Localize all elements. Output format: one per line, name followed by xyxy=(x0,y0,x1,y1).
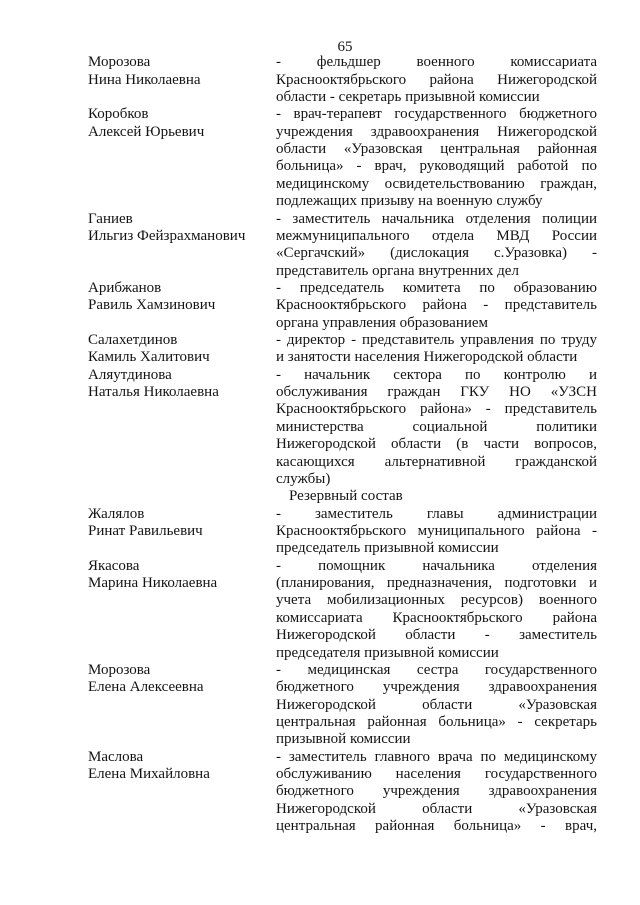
reserve-member-entry xyxy=(88,662,597,749)
member-given-names: Елена Михайловна xyxy=(88,766,210,783)
member-role-line: Краснооктябрьского муниципального района - xyxy=(276,523,597,539)
member-given-names: Нина Николаевна xyxy=(88,71,201,88)
member-role-line: учреждения здравоохранения Нижегородской xyxy=(276,123,597,140)
member-surname: Морозова xyxy=(88,54,151,71)
member-role xyxy=(276,506,597,558)
member-role-line: - помощник начальника отделения xyxy=(276,557,597,574)
member-name xyxy=(88,211,276,280)
member-surname: Жалялов xyxy=(88,505,145,522)
member-role-line: «Сергачский» (дислокация с.Уразовка) - xyxy=(276,245,597,262)
member-role-line: Нижегородской области «Уразовская xyxy=(276,696,597,713)
member-role-line: Краснооктябрьского района Нижегородской xyxy=(276,71,597,88)
member-role-line: органа управления образованием xyxy=(276,314,489,331)
member-surname: Салахетдинов xyxy=(88,332,178,349)
member-given-names: Алексей Юрьевич xyxy=(88,123,205,140)
reserve-heading: Резервный состав xyxy=(289,488,403,505)
page-number: 65 xyxy=(337,39,353,55)
member-role-line: Нижегородской области «Уразовская xyxy=(276,800,597,817)
member-role-line: касающихся альтернативной гражданской xyxy=(276,453,597,470)
member-name xyxy=(88,332,276,367)
member-role-line: межмуниципального отдела МВД России xyxy=(276,227,597,244)
member-surname: Якасова xyxy=(88,557,140,574)
member-given-names: Ринат Равильевич xyxy=(88,523,203,539)
member-given-names: Ильгиз Фейзрахманович xyxy=(88,227,246,244)
member-role-line: - директор - представитель управления по труду xyxy=(276,332,597,349)
member-given-names: Марина Николаевна xyxy=(88,575,218,592)
member-role-line: учета мобилизационных ресурсов) военного xyxy=(276,592,597,609)
member-role-line: Нижегородской области - заместитель xyxy=(276,627,597,644)
member-role-line: председатель призывной комиссии xyxy=(276,540,499,557)
member-role xyxy=(276,662,597,749)
commission-list xyxy=(88,54,597,835)
member-given-names: Камиль Халитович xyxy=(88,349,210,366)
member-role-line: центральная районная больница» - врач, xyxy=(276,818,597,835)
member-entry xyxy=(88,367,597,489)
member-given-names: Наталья Николаевна xyxy=(88,384,219,401)
member-surname: Коробков xyxy=(88,106,149,123)
member-role xyxy=(276,106,597,210)
member-role-line: центральная районная больница» - секретарь xyxy=(276,713,597,730)
member-name xyxy=(88,506,276,558)
reserve-heading-cell xyxy=(276,488,597,505)
member-name xyxy=(88,54,276,106)
member-surname: Морозова xyxy=(88,661,151,678)
member-role-line: - заместитель начальника отделения полиции xyxy=(276,210,597,227)
member-role-line: и занятости населения Нижегородской области xyxy=(276,349,578,366)
reserve-heading-row xyxy=(88,488,597,505)
member-role xyxy=(276,749,597,836)
member-name xyxy=(88,749,276,836)
member-entry xyxy=(88,280,597,332)
member-surname: Ганиев xyxy=(88,210,133,227)
member-role-line: области - секретарь призывной комиссии xyxy=(276,89,540,106)
member-role xyxy=(276,54,597,106)
member-surname: Аляутдинова xyxy=(88,366,172,383)
member-role-line: службы) xyxy=(276,470,331,487)
member-role-line: Нижегородской области (в части вопросов, xyxy=(276,436,597,453)
member-role-line: Краснооктябрьского района - представитель xyxy=(276,297,597,314)
reserve-member-entry xyxy=(88,506,597,558)
member-role-line: - заместитель главного врача по медицинскому xyxy=(276,748,597,765)
member-role-line: председателя призывной комиссии xyxy=(276,644,499,661)
reserve-member-entry xyxy=(88,749,597,836)
member-role-line: - врач-терапевт государственного бюджетного xyxy=(276,106,597,123)
member-role xyxy=(276,211,597,280)
member-role xyxy=(276,332,597,367)
member-role-line: комиссариата Краснооктябрьского района xyxy=(276,609,597,626)
member-role-line: - заместитель главы администрации xyxy=(276,505,597,522)
member-role-line: бюджетного учреждения здравоохранения xyxy=(276,679,597,696)
member-role-line: - фельдшер военного комиссариата xyxy=(276,54,597,71)
member-entry xyxy=(88,332,597,367)
member-name xyxy=(88,280,276,332)
member-name xyxy=(88,106,276,210)
member-role-line: - начальник сектора по контролю и xyxy=(276,366,597,383)
member-surname: Маслова xyxy=(88,748,144,765)
member-entry xyxy=(88,54,597,106)
member-name xyxy=(88,367,276,489)
member-role-line: - председатель комитета по образованию xyxy=(276,279,597,296)
member-given-names: Равиль Хамзинович xyxy=(88,297,216,314)
member-surname: Арибжанов xyxy=(88,279,162,296)
member-role-line: обслуживания граждан ГКУ НО «УЗСН xyxy=(276,384,597,401)
member-name xyxy=(88,662,276,749)
empty-name-cell xyxy=(88,488,276,505)
member-role-line: Краснооктябрьского района» - представитель xyxy=(276,401,597,418)
member-role-line: подлежащих призыву на военную службу xyxy=(276,193,543,210)
member-name xyxy=(88,558,276,662)
member-entry xyxy=(88,211,597,280)
member-role-line: медицинскому освидетельствованию граждан, xyxy=(276,175,597,192)
member-role-line: обслуживанию населения государственного xyxy=(276,766,597,783)
member-role xyxy=(276,558,597,662)
member-role-line: области «Уразовская центральная районная xyxy=(276,141,597,158)
member-role xyxy=(276,280,597,332)
member-given-names: Елена Алексеевна xyxy=(88,679,204,696)
member-role xyxy=(276,367,597,489)
member-entry xyxy=(88,106,597,210)
member-role-line: бюджетного учреждения здравоохранения xyxy=(276,783,597,800)
member-role-line: представитель органа внутренних дел xyxy=(276,262,519,279)
member-role-line: (планирования, предназначения, подготовки и xyxy=(276,575,597,592)
reserve-member-entry xyxy=(88,558,597,662)
member-role-line: - медицинская сестра государственного xyxy=(276,661,597,678)
member-role-line: министерства социальной политики xyxy=(276,418,597,435)
member-role-line: больница» - врач, руководящий работой по xyxy=(276,158,597,175)
member-role-line: призывной комиссии xyxy=(276,731,411,748)
